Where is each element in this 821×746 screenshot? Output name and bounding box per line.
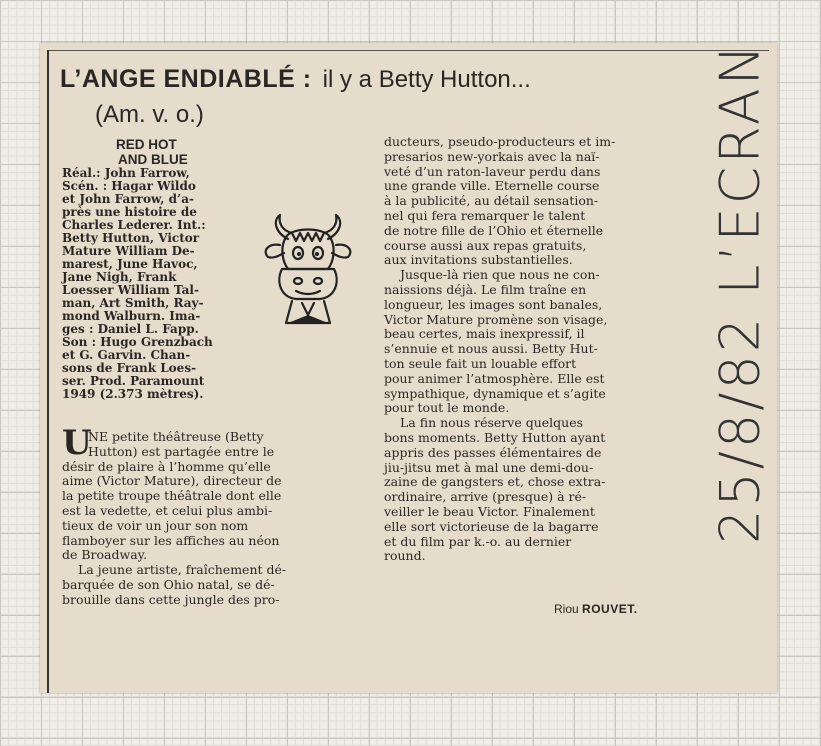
credit-line: man, Art Smith, Ray- <box>62 296 204 310</box>
cow-cartoon-icon <box>258 211 358 331</box>
credit-line: Son : Hugo Grenzbach <box>62 335 213 349</box>
article-line: et du film par k.-o. au dernier <box>384 533 572 549</box>
article-line: veté d’un raton-laveur perdu dans <box>384 163 601 179</box>
drop-cap: U <box>62 423 92 463</box>
credit-line: Mature William De- <box>62 244 195 258</box>
article-line: elle sort victorieuse de la bagarre <box>384 518 599 534</box>
article-line: une grande ville. Eternelle course <box>384 178 600 194</box>
article-line: appris des passes élémentaires de <box>384 444 602 460</box>
article-line: aime (Victor Mature), directeur de <box>62 473 282 489</box>
article-line: flamboyer sur les affiches au néon <box>62 532 280 548</box>
left-rule <box>47 50 49 693</box>
article-column-1 <box>62 430 360 608</box>
credit-line: et G. Garvin. Chan- <box>62 348 191 362</box>
article-line: bons moments. Betty Hutton ayant <box>384 429 606 445</box>
article-line: est la vedette, et celui plus ambi- <box>62 502 273 518</box>
top-rule <box>48 50 769 51</box>
article-line: s’ennuie et nous aussi. Betty Hut- <box>384 341 598 357</box>
article-line: naissions déjà. Le film traîne en <box>384 281 587 297</box>
article-line: ton seule fait un louable effort <box>384 355 577 371</box>
newspaper-clipping: L’ANGE ENDIABLÉ : il y a Betty Hutton... (Am. v. o.) RED HOT AND BLUE Réal.: John Farrow, Scén. : Hagar Wildo et John Farrow, d’a- près une histoire de Charles Lederer. Int.: Betty Hutton, Victor Mature William De- marest, June Havoc, Jane Nigh, Frank Loesser William Tal- man, Art Smith, Ray- mond Walburn. Ima- ges : Daniel L. Fapp. Son : Hugo Grenzbach et G. Garvin. Chan- sons de Frank Loes- ser. Prod. Paramount 1949 (2.373 mètres). U NE petite théâtreuse (Betty Hutton) est partagée entre le désir de plaire à l’homme qu’elle aime (Victor Mature), directeur de la petite troupe théâtrale dont elle est la vedette, et celui plus ambi- tieux de voir un jour son nom flamboyer sur les affiches au néon de Broadway. La jeune artiste, fraîchement dé- barquée de son Ohio natal, se dé- brouille dans cette jungle des pro- ducteurs, pseudo-producteurs et im- presarios new-yorkais avec la naï- veté d’un raton-laveur perdu dans une grande ville. Eternelle course à la publicité, au détail sensation- nel qui fera remarquer le talent de notre fille de l’Ohio et éternelle course aussi aux repas gratuits, aux invitations substantielles. Jusque-là rien que nous ne con- naissions déjà. Le film traîne en longueur, les images sont banales, Victor Mature promène son visage, beau certes, mais inexpressif, il s’ennuie et nous aussi. Betty Hut- ton seule fait un louable effort pour animer l’atmosphère. Elle est sympathique, dynamique et s’agite pour tout le monde. La fin nous réserve quelques bons moments. Betty Hutton ayant appris des passes élémentaires de jiu-jitsu met à mal une demi-dou- zaine de gangsters et, chose extra- ordinaire, arrive (presque) à ré- veiller le beau Victor. Finalement elle sort victorieuse de la bagarre et du film par k.-o. au dernier round. Riou ROUVET. 25/8/82 L’ECRAN <box>40 43 777 693</box>
credits-block <box>62 167 238 401</box>
credit-line: et John Farrow, d’a- <box>62 192 194 206</box>
credit-line: Scén. : Hagar Wildo <box>62 179 196 193</box>
article-line: beau certes, mais inexpressif, il <box>384 326 585 342</box>
signature: Riou ROUVET. <box>554 602 638 616</box>
article-line: La jeune artiste, fraîchement dé- <box>78 562 287 578</box>
article-line: round. <box>384 548 426 564</box>
article-line: brouille dans cette jungle des pro- <box>62 591 280 607</box>
article-line: Jusque-là rien que nous ne con- <box>400 267 600 283</box>
credit-line: sons de Frank Loes- <box>62 361 197 375</box>
article-line: de notre fille de l’Ohio et éternelle <box>384 222 604 238</box>
article-column-2 <box>384 135 684 564</box>
article-line: ducteurs, pseudo-producteurs et im- <box>384 134 616 149</box>
article-line: la petite troupe théâtrale dont elle <box>62 488 282 504</box>
headline <box>60 65 531 94</box>
headline-title: L’ANGE ENDIABLÉ : <box>60 65 312 93</box>
article-line: Victor Mature promène son visage, <box>384 311 608 327</box>
article-line: de Broadway. <box>62 547 148 563</box>
article-line: course aussi aux repas gratuits, <box>384 237 587 253</box>
headline-subtitle: il y a Betty Hutton... <box>322 66 531 93</box>
article-line: La fin nous réserve quelques <box>400 415 584 431</box>
version-label: (Am. v. o.) <box>95 101 204 128</box>
article-line: veiller le beau Victor. Finalement <box>384 503 595 519</box>
credit-line: ges : Daniel L. Fapp. <box>62 322 199 336</box>
article-line: tieux de voir un jour son nom <box>62 517 249 533</box>
article-line: pour tout le monde. <box>384 400 510 416</box>
credit-line: 1949 (2.373 mètres). <box>62 387 204 401</box>
article-line: ordinaire, arrive (presque) à ré- <box>384 489 587 505</box>
credit-line: Charles Lederer. Int.: <box>62 218 206 232</box>
credit-line: mond Walburn. Ima- <box>62 309 201 323</box>
credit-line: ser. Prod. Paramount <box>62 374 205 388</box>
article-line: NE petite théâtreuse (Betty <box>88 429 264 444</box>
film-title: RED HOT AND BLUE <box>116 137 188 167</box>
article-line: zaine de gangsters et, chose extra- <box>384 474 606 490</box>
credit-line: Loesser William Tal- <box>62 283 199 297</box>
article-line: nel qui fera remarquer le talent <box>384 207 586 223</box>
article-line: jiu-jitsu met à mal une demi-dou- <box>384 459 594 475</box>
credit-line: Réal.: John Farrow, <box>62 166 190 180</box>
article-line: aux invitations substantielles. <box>384 252 573 268</box>
article-line: presarios new-yorkais avec la naï- <box>384 148 600 164</box>
article-line: longueur, les images sont banales, <box>384 296 603 312</box>
article-line: désir de plaire à l’homme qu’elle <box>62 458 271 474</box>
article-line: pour animer l’atmosphère. Elle est <box>384 370 605 386</box>
credit-line: marest, June Havoc, <box>62 257 198 271</box>
credit-line: Jane Nigh, Frank <box>62 270 177 284</box>
article-line: Hutton) est partagée entre le <box>88 443 275 459</box>
credit-line: près une histoire de <box>62 205 197 219</box>
article-line: barquée de son Ohio natal, se dé- <box>62 576 275 592</box>
article-line: à la publicité, au détail sensation- <box>384 193 599 209</box>
article-line: sympathique, dynamique et s’agite <box>384 385 606 401</box>
credit-line: Betty Hutton, Victor <box>62 231 200 245</box>
